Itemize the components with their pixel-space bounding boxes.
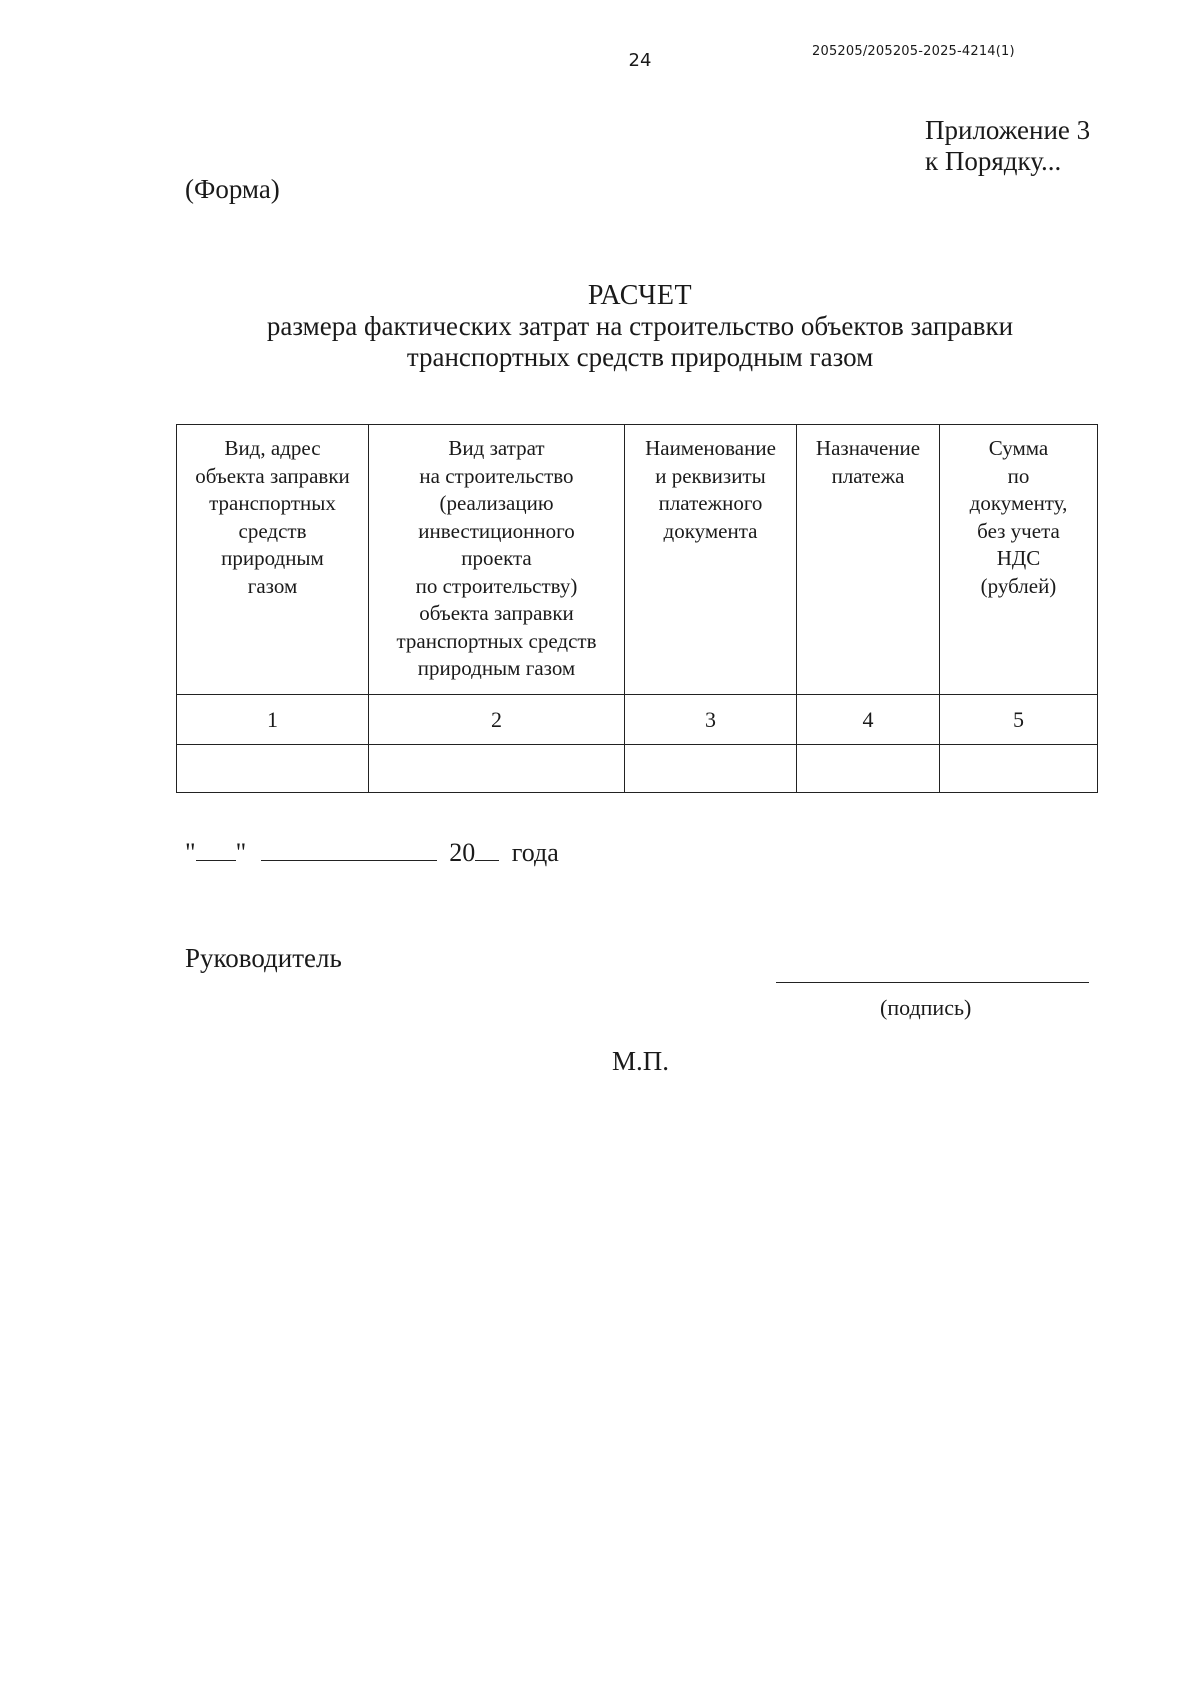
- column-header-line: газом: [247, 573, 298, 598]
- column-header-line: по: [1007, 463, 1030, 488]
- month-blank[interactable]: [261, 838, 437, 861]
- table-cell[interactable]: [177, 745, 369, 793]
- column-header-line: платежного: [658, 491, 763, 515]
- column-header-line: (реализацию: [439, 491, 554, 515]
- date-open-quote: ": [185, 838, 196, 867]
- column-header-line: Вид затрат: [448, 436, 545, 460]
- page-number: 24: [628, 50, 652, 71]
- date-close-quote: ": [235, 838, 247, 867]
- column-number: 3: [625, 695, 797, 745]
- column-header-line: объекта заправки: [419, 601, 574, 625]
- date-line: [185, 838, 559, 868]
- column-header-line: средств: [238, 518, 307, 543]
- appendix-reference: [925, 115, 1090, 177]
- column-header-line: на строительство: [419, 463, 574, 488]
- stamp-place: М.П.: [612, 1046, 670, 1076]
- column-header-5: [940, 425, 1098, 695]
- table-cell[interactable]: [625, 745, 797, 793]
- column-number-row: [177, 695, 1098, 745]
- column-header-line: НДС: [996, 546, 1041, 570]
- column-header-line: по строительству): [415, 573, 578, 598]
- table-cell[interactable]: [369, 745, 625, 793]
- column-header-line: проекта: [461, 546, 532, 570]
- column-header-line: Сумма: [988, 436, 1049, 460]
- signature-line[interactable]: [776, 982, 1089, 983]
- column-header-line: природным газом: [417, 656, 576, 680]
- column-header-4: [797, 425, 940, 695]
- column-number: 4: [797, 695, 940, 745]
- column-header-2: [369, 425, 625, 695]
- year-prefix: 20: [449, 838, 476, 867]
- column-header-line: и реквизиты: [655, 463, 766, 488]
- column-number: 2: [369, 695, 625, 745]
- document-code: 205205/205205-2025-4214(1): [812, 44, 1015, 59]
- year-blank[interactable]: [475, 838, 499, 861]
- column-header-line: транспортных: [209, 491, 336, 515]
- column-header-line: транспортных средств: [396, 628, 597, 653]
- column-number: 5: [940, 695, 1098, 745]
- day-blank[interactable]: [196, 838, 236, 861]
- year-suffix: года: [511, 838, 559, 867]
- column-header-line: документа: [663, 518, 758, 543]
- head-label: Руководитель: [185, 943, 342, 973]
- column-number: 1: [177, 695, 369, 745]
- title-main: РАСЧЕТ: [587, 280, 693, 311]
- title-line-2: транспортных средств природным газом: [406, 342, 874, 372]
- column-header-3: [625, 425, 797, 695]
- appendix-line-2: к Порядку...: [925, 146, 1062, 176]
- form-label: (Форма): [185, 174, 280, 204]
- column-header-line: платежа: [831, 463, 905, 488]
- title-line-1: размера фактических затрат на строительство объектов заправки: [266, 311, 1014, 341]
- column-header-line: Назначение: [815, 436, 921, 460]
- column-header-line: Вид, адрес: [224, 436, 321, 460]
- table-header-row: [177, 425, 1098, 695]
- calculation-table: [176, 424, 1098, 793]
- column-header-line: документу,: [969, 491, 1068, 515]
- table-cell[interactable]: [797, 745, 940, 793]
- column-header-line: (рублей): [980, 573, 1057, 598]
- appendix-line-1: Приложение 3: [925, 115, 1091, 145]
- document-title: [0, 280, 1200, 373]
- column-header-line: природным: [221, 546, 324, 570]
- table-row: [177, 745, 1098, 793]
- column-header-line: Наименование: [645, 436, 776, 460]
- column-header-line: объекта заправки: [195, 463, 350, 488]
- table-cell[interactable]: [940, 745, 1098, 793]
- column-header-line: без учета: [977, 518, 1060, 543]
- column-header-line: инвестиционного: [418, 518, 575, 543]
- signature-caption: (подпись): [880, 995, 972, 1020]
- column-header-1: [177, 425, 369, 695]
